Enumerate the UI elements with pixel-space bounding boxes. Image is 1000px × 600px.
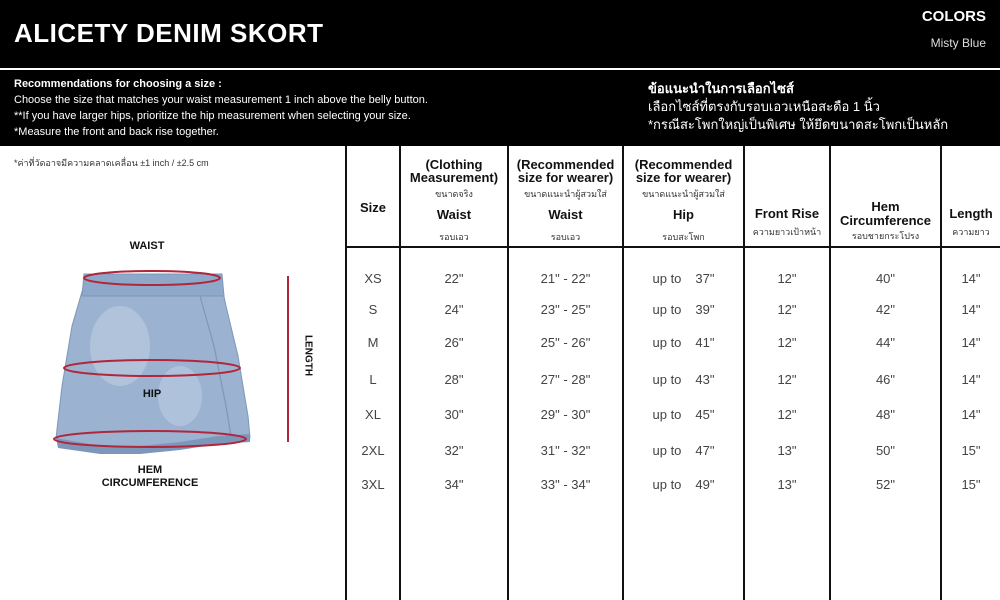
product-title: ALICETY DENIM SKORT xyxy=(14,18,324,48)
header-name: Hem Circumference xyxy=(839,199,932,228)
header-length xyxy=(942,146,1000,246)
cell-hem: 48" xyxy=(875,407,896,422)
recommendation-line: Choose the size that matches your waist measurement 1 inch above the belly button. xyxy=(14,94,428,106)
cell-rise: 12" xyxy=(777,271,797,286)
header-divider xyxy=(345,246,1000,248)
size-header-text: Size xyxy=(359,200,386,215)
measurement-tolerance-note: *ค่าที่วัดอาจมีความคลาดเคลื่อน ±1 inch / ±2.5 cm xyxy=(14,158,209,168)
cell-length: 14" xyxy=(961,302,981,317)
cell-rwaist: 29" - 30" xyxy=(540,407,591,422)
cell-length: 15" xyxy=(961,477,981,492)
recommendations-bar xyxy=(0,70,1000,146)
header-caption: (Recommended size for wearer) xyxy=(634,157,733,185)
cell-rise: 13" xyxy=(777,443,797,458)
cell-rwaist: 21" - 22" xyxy=(540,271,591,286)
header-size xyxy=(347,146,399,246)
cell-hip xyxy=(624,335,743,350)
header-caption: (Recommended size for wearer) xyxy=(516,157,615,185)
cell-rise: 12" xyxy=(777,302,797,317)
cell-rise: 12" xyxy=(777,372,797,387)
recommendation-line: **If you have larger hips, prioritize the hip measurement when selecting your size. xyxy=(14,110,411,122)
hip-value: 49" xyxy=(695,477,715,492)
cell-size: XS xyxy=(364,271,382,286)
header-caption: (Clothing Measurement) xyxy=(409,157,499,185)
cell-size: XL xyxy=(365,407,381,422)
header-name: Waist xyxy=(548,207,583,222)
cell-hip xyxy=(624,271,743,286)
header-thai-unit: รอบเอว xyxy=(550,232,581,242)
cell-rise: 13" xyxy=(777,477,797,492)
cell-hem: 46" xyxy=(875,372,896,387)
cell-rise: 12" xyxy=(777,335,797,350)
hip-prefix: up to xyxy=(652,271,682,286)
cell-waist: 24" xyxy=(444,302,464,317)
cell-rwaist: 27" - 28" xyxy=(540,372,591,387)
header-front-rise xyxy=(745,146,829,246)
cell-hem: 50" xyxy=(875,443,896,458)
header-thai-caption: ขนาดจริง xyxy=(435,189,473,199)
hip-prefix: up to xyxy=(652,372,682,387)
cell-hem: 44" xyxy=(875,335,896,350)
recommendations-english xyxy=(14,76,428,140)
cell-length: 15" xyxy=(961,443,981,458)
header-thai-unit: ความยาวเป้าหน้า xyxy=(752,227,822,237)
header-name: Length xyxy=(949,206,993,221)
hip-value: 45" xyxy=(695,407,715,422)
header-recommended-hip xyxy=(624,146,743,246)
hip-value: 39" xyxy=(695,302,715,317)
header-recommended-waist xyxy=(509,146,622,246)
cell-waist: 22" xyxy=(444,271,464,286)
recommendation-thai-line: *กรณีสะโพกใหญ่เป็นพิเศษ ให้ยึดขนาดสะโพกเป็นหลัก xyxy=(648,117,949,132)
length-label: LENGTH xyxy=(302,334,314,377)
hip-value: 37" xyxy=(695,271,715,286)
cell-size: L xyxy=(369,372,377,387)
cell-size: 2XL xyxy=(361,443,385,458)
cell-hip xyxy=(624,407,743,422)
header-bar xyxy=(0,0,1000,68)
header-hem-circumference xyxy=(831,146,940,246)
cell-length: 14" xyxy=(961,271,981,286)
header-clothing-waist xyxy=(401,146,507,246)
hip-prefix: up to xyxy=(652,407,682,422)
hip-prefix: up to xyxy=(652,335,682,350)
cell-hem: 40" xyxy=(875,271,896,286)
header-thai-unit: รอบเอว xyxy=(439,232,469,242)
cell-rwaist: 25" - 26" xyxy=(540,335,591,350)
cell-waist: 32" xyxy=(444,443,464,458)
recommendation-line: *Measure the front and back rise together. xyxy=(14,126,219,138)
recommendations-thai xyxy=(648,80,948,134)
header-name: Hip xyxy=(673,207,694,222)
skort-illustration xyxy=(0,146,345,600)
cell-hip xyxy=(624,302,743,317)
recommendations-thai-heading: ข้อแนะนำในการเลือกไซส์ xyxy=(648,81,794,96)
hip-prefix: up to xyxy=(652,443,682,458)
skort-diagram xyxy=(0,146,345,600)
cell-rise: 12" xyxy=(777,407,797,422)
header-thai-caption: ขนาดแนะนำผู้สวมใส่ xyxy=(524,189,607,199)
cell-size: M xyxy=(367,335,379,350)
cell-rwaist: 23" - 25" xyxy=(540,302,591,317)
cell-hem: 42" xyxy=(875,302,896,317)
hem-label-line: HEM xyxy=(137,464,163,476)
header-thai-unit: ความยาว xyxy=(952,227,990,237)
recommendation-thai-line: เลือกไซส์ที่ตรงกับรอบเอวเหนือสะดือ 1 นิ้ว xyxy=(648,99,880,114)
cell-hip xyxy=(624,443,743,458)
cell-waist: 34" xyxy=(444,477,464,492)
cell-rwaist: 33" - 34" xyxy=(540,477,591,492)
hem-label-line: CIRCUMFERENCE xyxy=(101,477,199,489)
hip-value: 41" xyxy=(695,335,715,350)
cell-size: 3XL xyxy=(361,477,385,492)
hip-prefix: up to xyxy=(652,477,682,492)
cell-hip xyxy=(624,372,743,387)
colors-label: COLORS xyxy=(921,8,986,25)
cell-rwaist: 31" - 32" xyxy=(540,443,591,458)
color-value: Misty Blue xyxy=(930,36,986,50)
cell-length: 14" xyxy=(961,407,981,422)
size-chart-table xyxy=(345,146,1000,600)
recommendations-heading: Recommendations for choosing a size : xyxy=(14,78,222,90)
header-thai-caption: ขนาดแนะนำผู้สวมใส่ xyxy=(642,189,725,199)
hip-value: 43" xyxy=(695,372,715,387)
header-name: Waist xyxy=(436,207,472,222)
cell-size: S xyxy=(368,302,378,317)
cell-waist: 30" xyxy=(444,407,464,422)
cell-waist: 28" xyxy=(444,372,464,387)
header-name: Front Rise xyxy=(754,206,820,221)
hip-label: HIP xyxy=(142,388,162,400)
hem-circumference-label xyxy=(80,464,220,490)
header-thai-unit: รอบชายกระโปรง xyxy=(851,231,920,241)
cell-hip xyxy=(624,477,743,492)
hip-value: 47" xyxy=(695,443,715,458)
waist-label: WAIST xyxy=(129,240,165,252)
header-thai-unit: รอบสะโพก xyxy=(662,232,705,242)
hip-prefix: up to xyxy=(652,302,682,317)
cell-waist: 26" xyxy=(444,335,464,350)
cell-hem: 52" xyxy=(875,477,896,492)
cell-length: 14" xyxy=(961,335,981,350)
cell-length: 14" xyxy=(961,372,981,387)
